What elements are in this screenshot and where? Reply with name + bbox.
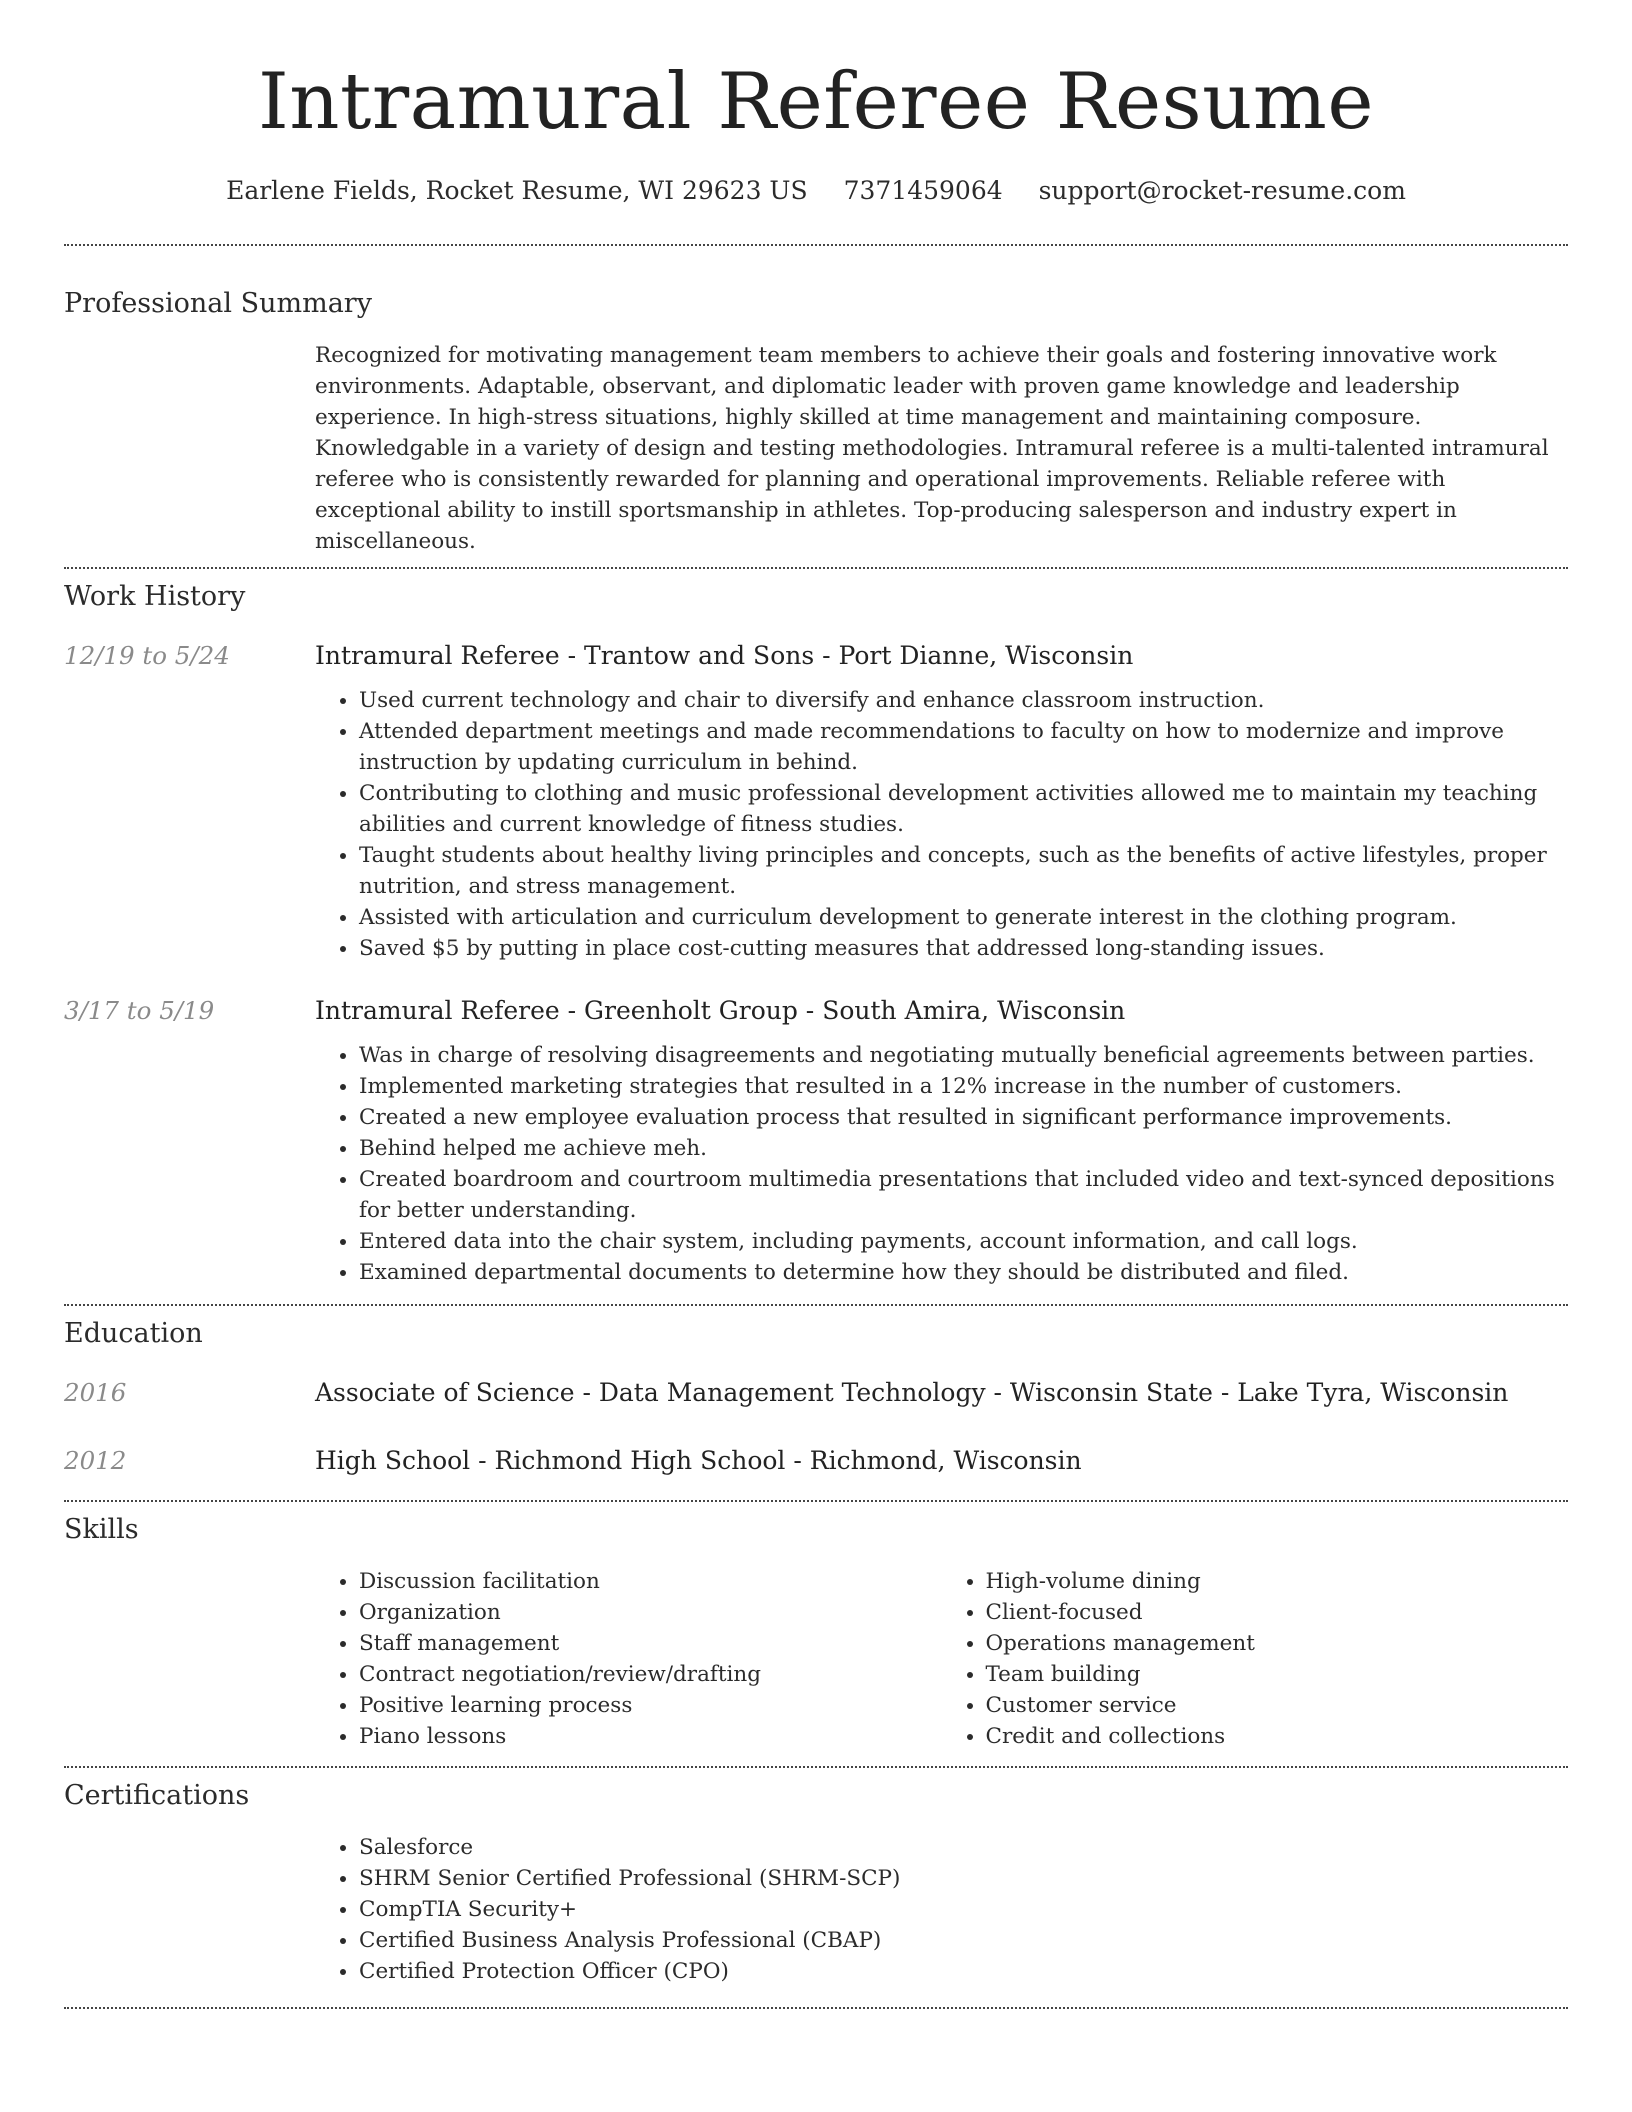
list-item: • Discussion facilitation bbox=[359, 1566, 942, 1597]
skills-column-left bbox=[315, 1566, 942, 1752]
job-entry bbox=[64, 994, 1568, 1288]
skills-column-right bbox=[942, 1566, 1569, 1752]
job-title: Intramural Referee - Greenholt Group - South Amira, Wisconsin bbox=[315, 996, 1126, 1025]
list-item: • Attended department meetings and made recommendations to faculty on how to modernize and improve instruction by updating curriculum in behind. bbox=[359, 716, 1568, 778]
list-item: • Created boardroom and courtroom multimedia presentations that included video and text-synced depositions for better understanding. bbox=[359, 1164, 1568, 1226]
list-item: • Contract negotiation/review/drafting bbox=[359, 1659, 942, 1690]
list-item: • Staff management bbox=[359, 1628, 942, 1659]
section-title-certifications: Certifications bbox=[64, 1780, 250, 1811]
summary-text: Recognized for motivating management team members to achieve their goals and fostering innovative work environments. Adaptable, observant, and diplomatic leader with proven game knowledge and leadership experience. In high-stress situations, highly skilled at time management and maintaining composure. Knowledgable in a variety of design and testing methodologies. Intramural referee is a multi-talented intramural referee who is consistently rewarded for planning and operational improvements. Reliable referee with exceptional ability to instill sportsmanship in athletes. Top-producing salesperson and industry expert in miscellaneous. bbox=[315, 343, 1549, 554]
divider bbox=[64, 567, 1568, 569]
certifications-list bbox=[315, 1832, 1568, 1987]
list-item: • Credit and collections bbox=[986, 1721, 1569, 1752]
list-item: • Saved $5 by putting in place cost-cutting measures that addressed long-standing issues. bbox=[359, 933, 1568, 964]
list-item: • Salesforce bbox=[359, 1832, 1568, 1863]
section-title-summary: Professional Summary bbox=[64, 288, 372, 319]
education-entry bbox=[64, 1376, 1568, 1410]
list-item: • Examined departmental documents to determine how they should be distributed and filed. bbox=[359, 1257, 1568, 1288]
list-item: • Behind helped me achieve meh. bbox=[359, 1133, 1568, 1164]
list-item: • Implemented marketing strategies that resulted in a 12% increase in the number of customers. bbox=[359, 1071, 1568, 1102]
list-item: • SHRM Senior Certified Professional (SHRM-SCP) bbox=[359, 1863, 1568, 1894]
list-item: • Client-focused bbox=[986, 1597, 1569, 1628]
divider bbox=[64, 1304, 1568, 1306]
list-item: • Used current technology and chair to diversify and enhance classroom instruction. bbox=[359, 685, 1568, 716]
list-item: • Entered data into the chair system, including payments, account information, and call logs. bbox=[359, 1226, 1568, 1257]
list-item: • Team building bbox=[986, 1659, 1569, 1690]
list-item: • High-volume dining bbox=[986, 1566, 1569, 1597]
education-degree: Associate of Science - Data Management Technology - Wisconsin State - Lake Tyra, Wisconsin bbox=[315, 1378, 1509, 1407]
list-item: • Contributing to clothing and music professional development activities allowed me to maintain my teaching abilities and current knowledge of fitness studies. bbox=[359, 778, 1568, 840]
list-item: • Taught students about healthy living principles and concepts, such as the benefits of active lifestyles, proper nutrition, and stress management. bbox=[359, 840, 1568, 902]
resume-page bbox=[64, 0, 1568, 2009]
job-bullets bbox=[315, 1040, 1568, 1288]
list-item: • Positive learning process bbox=[359, 1690, 942, 1721]
section-title-work: Work History bbox=[64, 581, 246, 612]
list-item: • Operations management bbox=[986, 1628, 1569, 1659]
divider bbox=[64, 244, 1568, 246]
education-year: 2016 bbox=[64, 1378, 127, 1407]
page-title: Intramural Referee Resume bbox=[257, 57, 1374, 147]
list-item: • Certified Protection Officer (CPO) bbox=[359, 1956, 1568, 1987]
list-item: • Organization bbox=[359, 1597, 942, 1628]
divider bbox=[64, 1500, 1568, 1502]
contact-email: support@rocket-resume.com bbox=[1038, 176, 1406, 205]
list-item: • Was in charge of resolving disagreements and negotiating mutually beneficial agreements between parties. bbox=[359, 1040, 1568, 1071]
skills-list bbox=[315, 1566, 1568, 1752]
section-title-skills: Skills bbox=[64, 1514, 139, 1545]
contact-line bbox=[64, 174, 1568, 208]
list-item: • Created a new employee evaluation process that resulted in significant performance improvements. bbox=[359, 1102, 1568, 1133]
education-degree: High School - Richmond High School - Richmond, Wisconsin bbox=[315, 1446, 1082, 1475]
contact-address: Earlene Fields, Rocket Resume, WI 29623 US bbox=[226, 176, 808, 205]
education-year: 2012 bbox=[64, 1446, 127, 1475]
divider bbox=[64, 1766, 1568, 1768]
job-dates: 3/17 to 5/19 bbox=[64, 996, 215, 1025]
section-title-education: Education bbox=[64, 1318, 203, 1349]
list-item: • Piano lessons bbox=[359, 1721, 942, 1752]
list-item: • CompTIA Security+ bbox=[359, 1894, 1568, 1925]
list-item: • Assisted with articulation and curriculum development to generate interest in the clothing program. bbox=[359, 902, 1568, 933]
job-entry bbox=[64, 639, 1568, 964]
list-item: • Customer service bbox=[986, 1690, 1569, 1721]
job-bullets bbox=[315, 685, 1568, 964]
contact-phone: 7371459064 bbox=[843, 176, 1003, 205]
divider bbox=[64, 2007, 1568, 2009]
job-title: Intramural Referee - Trantow and Sons - Port Dianne, Wisconsin bbox=[315, 641, 1134, 670]
education-entry bbox=[64, 1444, 1568, 1478]
list-item: • Certified Business Analysis Professional (CBAP) bbox=[359, 1925, 1568, 1956]
job-dates: 12/19 to 5/24 bbox=[64, 641, 230, 670]
